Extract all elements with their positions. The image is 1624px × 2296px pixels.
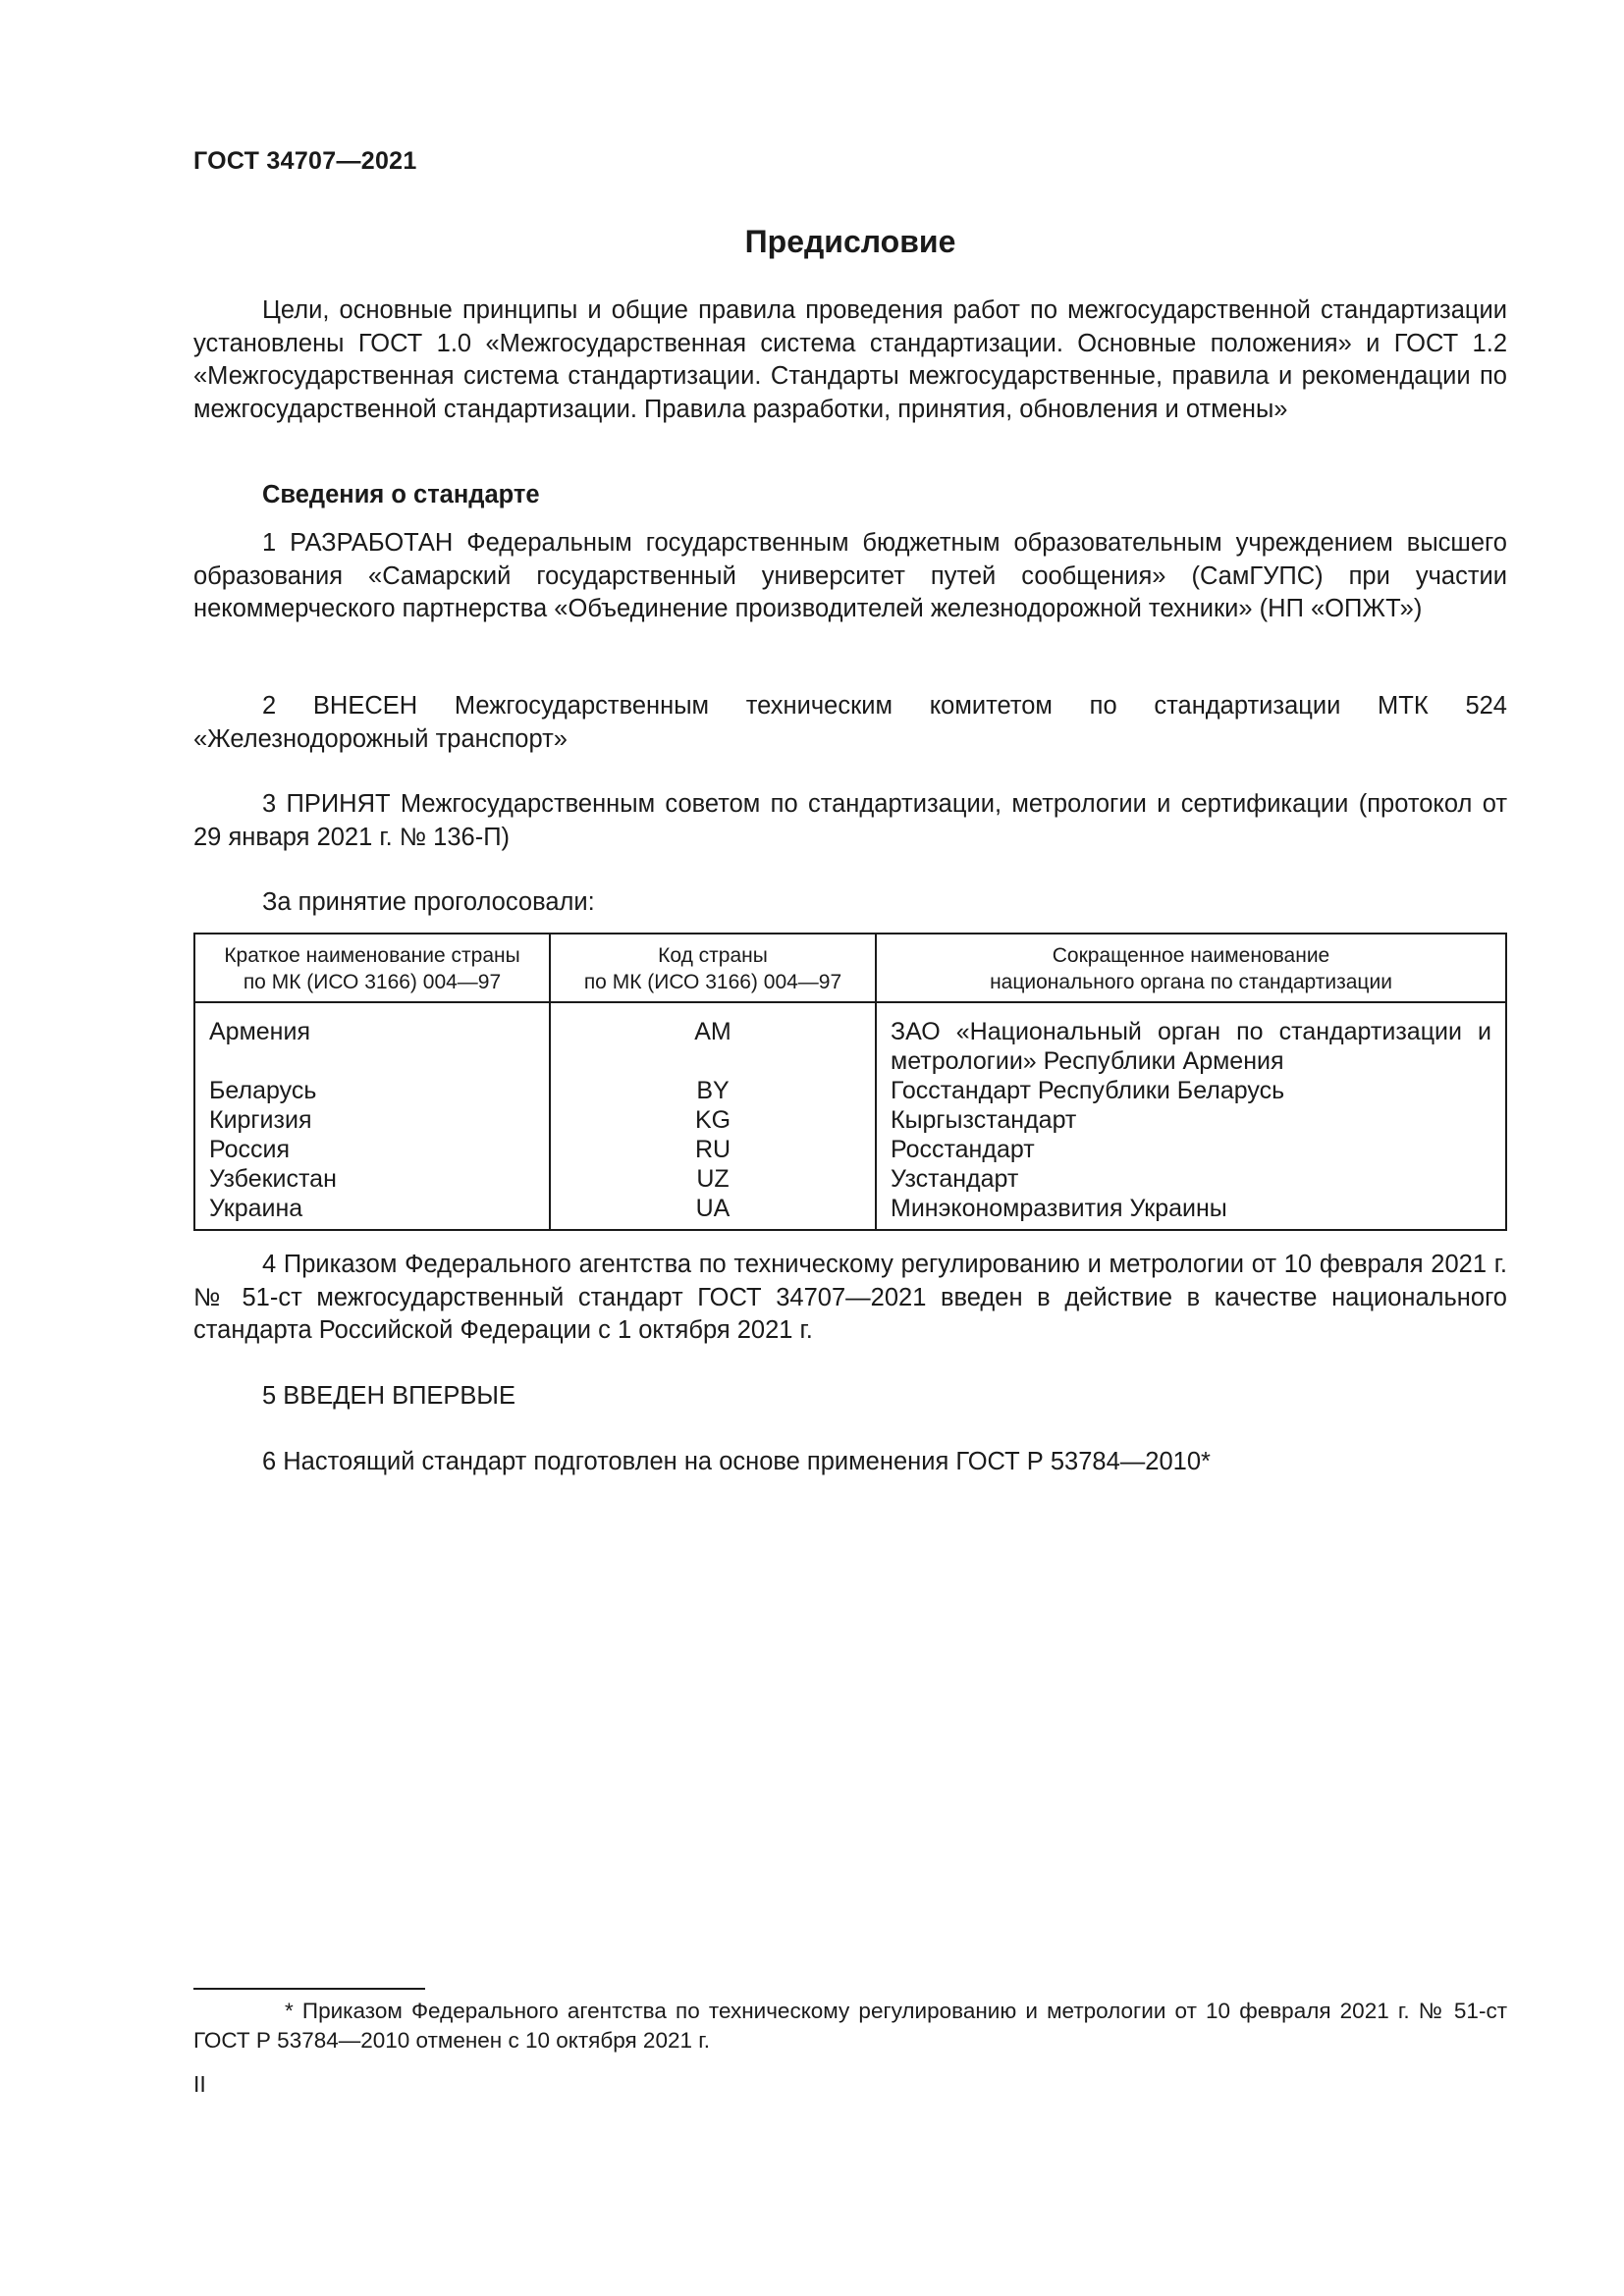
header-country-line1: Краткое наименование страны xyxy=(224,944,520,967)
table-row xyxy=(194,1135,1506,1164)
page-number: II xyxy=(193,2071,206,2097)
body-cell: Узстандарт xyxy=(876,1164,1506,1194)
item-6-basis: 6 Настоящий стандарт подготовлен на основе применения ГОСТ Р 53784—2010* xyxy=(262,1448,1211,1475)
country-cell: Россия xyxy=(194,1135,550,1164)
code-cell: UZ xyxy=(550,1164,876,1194)
footnote-divider xyxy=(193,1988,425,1990)
section-heading: Сведения о стандарте xyxy=(262,481,540,508)
code-cell: BY xyxy=(550,1076,876,1105)
table-row xyxy=(194,1002,1506,1076)
code-cell: UA xyxy=(550,1194,876,1230)
country-cell: Украина xyxy=(194,1194,550,1230)
code-cell: RU xyxy=(550,1135,876,1164)
item-3-adopted: 3 ПРИНЯТ Межгосударственным советом по стандартизации, метрологии и сертификации (протокол от 29 января 2021 г. № 136-П) xyxy=(193,790,1507,851)
item-5-first-introduced: 5 ВВЕДЕН ВПЕРВЫЕ xyxy=(262,1382,516,1410)
vote-table-header xyxy=(194,934,1506,1002)
page-title: Предисловие xyxy=(744,224,956,259)
header-body-line2: национального органа по стандартизации xyxy=(990,971,1392,993)
body-cell: Росстандарт xyxy=(876,1135,1506,1164)
country-cell: Беларусь xyxy=(194,1076,550,1105)
header-country xyxy=(194,934,550,1002)
body-cell: ЗАО «Национальный орган по стандартизации и метрологии» Республики Армения xyxy=(876,1002,1506,1076)
header-code-line2: по МК (ИСО 3166) 004—97 xyxy=(583,971,842,993)
body-cell: Кыргызстандарт xyxy=(876,1105,1506,1135)
header-country-line2: по МК (ИСО 3166) 004—97 xyxy=(243,971,502,993)
header-body xyxy=(876,934,1506,1002)
vote-table xyxy=(193,933,1507,1231)
footnote-text: * Приказом Федерального агентства по техническому регулированию и метрологии от 10 февраля 2021 г. № 51-ст ГОСТ Р 53784—2010 отменен с 10 октября 2021 г. xyxy=(193,1999,1507,2053)
code-cell: KG xyxy=(550,1105,876,1135)
body-cell: Минэкономразвития Украины xyxy=(876,1194,1506,1230)
table-row xyxy=(194,1164,1506,1194)
item-4-order: 4 Приказом Федерального агентства по техническому регулированию и метрологии от 10 февраля 2021 г. № 51-ст межгосударственный стандарт ГОСТ 34707—2021 введен в действие в качестве национального стандарта Российской Федерации с 1 октября 2021 г. xyxy=(193,1251,1507,1344)
table-row xyxy=(194,1194,1506,1230)
item-1-developed: 1 РАЗРАБОТАН Федеральным государственным бюджетным образовательным учреждением высшего образования «Самарский государственный университет путей сообщения» (СамГУПС) при участии некоммерческого партнерства «Объединение производителей железнодорожной техники» (НП «ОПЖТ») xyxy=(193,529,1507,622)
country-cell: Армения xyxy=(194,1002,550,1076)
table-row xyxy=(194,1105,1506,1135)
intro-paragraph: Цели, основные принципы и общие правила проведения работ по межгосударственной стандартизации установлены ГОСТ 1.0 «Межгосударственная система стандартизации. Основные положения» и ГОСТ 1.2 «Межгосударственная система стандартизации. Стандарты межгосударственные, правила и рекомендации по межгосударственной стандартизации. Правила разработки, принятия, обновления и отмены» xyxy=(193,296,1507,423)
vote-intro: За принятие проголосовали: xyxy=(262,888,595,916)
header-code xyxy=(550,934,876,1002)
header-code-line1: Код страны xyxy=(658,944,768,967)
country-cell: Киргизия xyxy=(194,1105,550,1135)
document-code: ГОСТ 34707—2021 xyxy=(193,147,417,175)
code-cell: AM xyxy=(550,1002,876,1076)
country-cell: Узбекистан xyxy=(194,1164,550,1194)
item-2-submitted: 2 ВНЕСЕН Межгосударственным техническим комитетом по стандартизации МТК 524 «Железнодорожный транспорт» xyxy=(193,692,1507,753)
footnote xyxy=(193,1997,1507,2056)
header-body-line1: Сокращенное наименование xyxy=(1052,944,1330,967)
body-cell: Госстандарт Республики Беларусь xyxy=(876,1076,1506,1105)
table-row xyxy=(194,1076,1506,1105)
